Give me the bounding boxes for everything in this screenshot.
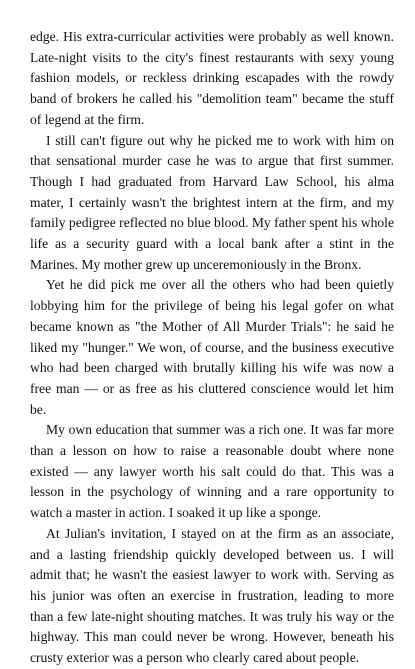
paragraph-education: My own education that summer was a rich one. It was far more than a lesson on how to raise a reasonable doubt where none existed — any lawyer worth his salt could do that. This was a lesson in the psychology of winning and a rare opportunity to watch a master in action. I soaked it up like a sponge. <box>30 422 394 521</box>
paragraph-hunger: Yet he did pick me over all the others who had been quietly lobbying him for the privilege of being his legal gofer on what became known as "the Mother of All Murder Trials": he said he liked my "hunger." We won, of course, and the business executive who had been charged with brutally killing his wife was now a free man — or as free as his cluttered conscience would let him be. <box>30 277 394 417</box>
paragraph-murder-case: I still can't figure out why he picked me to work with him on that sensational murder case he was to argue that first summer. Though I had graduated from Harvard Law School, his alma mater, I certainly wasn't the brightest intern at the firm, and my family pedigree reflected no blue blood. My father spent his whole life as a security guard with a local bank after a stint in the Marines. My mother grew up unceremoniously in the Bronx. <box>30 132 394 272</box>
paragraph-friendship: At Julian's invitation, I stayed on at the firm as an associate, and a lasting friendship quickly developed between us. I will admit that; he wasn't the easiest lawyer to work with. Serving as his junior was often an exercise in frustration, leading to more than a few late-night shouting matches. It was truly his way or the highway. This man could never be wrong. However, beneath his crusty exterior was a person who clearly cared about people. <box>30 525 394 666</box>
paragraph-continued: edge. His extra-curricular activities were probably as well known. Late-night visits to the city's finest restaurants with sexy young fashion models, or reckless drinking escapades with the rowdy band of brokers he called his "demolition team" became the stuff of legend at the firm. <box>30 29 394 127</box>
book-page <box>30 27 394 669</box>
